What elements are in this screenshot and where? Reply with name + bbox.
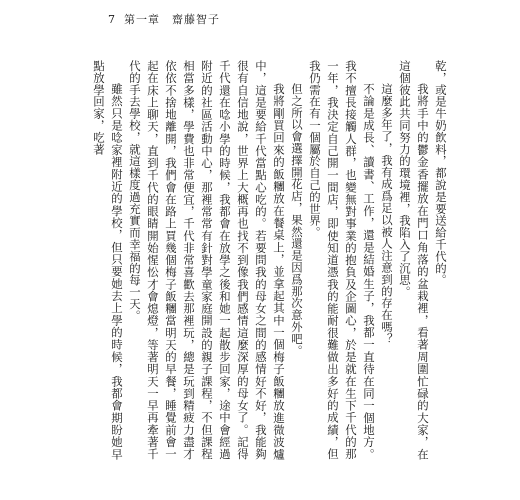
chapter-title: 第一章 齋藤智子 bbox=[124, 13, 220, 26]
paragraph: 但之所以會選擇開花店，果然還是因爲那次意外吧。 bbox=[290, 82, 304, 357]
paragraph: 不論是成長、讀書、工作，還是結婚生子，我都一直待在同一個地方。我不擅長接觸人群，也變無對事業的抱負及企圖心，於是就在生下千代的那一年，我決定自己開一間店，即使知道憑我的能耐很難做出多好的成績，但我仍需在有一個屬於自己的世界。 bbox=[308, 60, 376, 460]
page-number: 7 bbox=[108, 13, 115, 26]
paragraph: 乾，或是牛奶飲料，都說是要送給千代的。 bbox=[434, 60, 448, 287]
paragraph: 我將剛買回來的飯糰放在餐桌上，並拿起其中一個梅子飯糰放進微波爐中，這是要給千代當點心吃的。若要問我的母女之間的感情好不好，我能夠很有自信地說，世界上大概再也找不到像我們感情這麼深厚的母女了。記得千代還在唸小學的時候，我都會在放學之後和她一起散步回家，途中會經過附近的社區活動中心，那裡常常有針對學童家庭開設的親子課程，不但課程相當多樣，學費也非常便宜，千代非常喜歡去那裡玩，總是玩到精疲力盡才依依不捨地離開，我們會在路上買幾個梅子飯糰當明天的早餐，睡覺前會一起在床上聊天，直到千代的眼睛開始惺忪才會熄燈，等著明天一早再牽著千代的手去學校，就這樣度過充實而幸福的每一天。 bbox=[128, 60, 286, 460]
paragraph: 雖然只是唸家裡附近的學校，但只要她去上學的時候，我都會期盼她早點放學回家，吃著 bbox=[92, 60, 124, 460]
paragraph: 這麼多年了，我有成爲足以被人注意到的存在嗎？ bbox=[380, 82, 394, 345]
paragraph: 我將手中的鬱金香擺放在門口角落的盆栽裡，看著周圍忙碌的大家，在這個彼此共同努力的環境裡，我陷入了沉思。 bbox=[398, 60, 430, 460]
body-text bbox=[92, 60, 450, 460]
